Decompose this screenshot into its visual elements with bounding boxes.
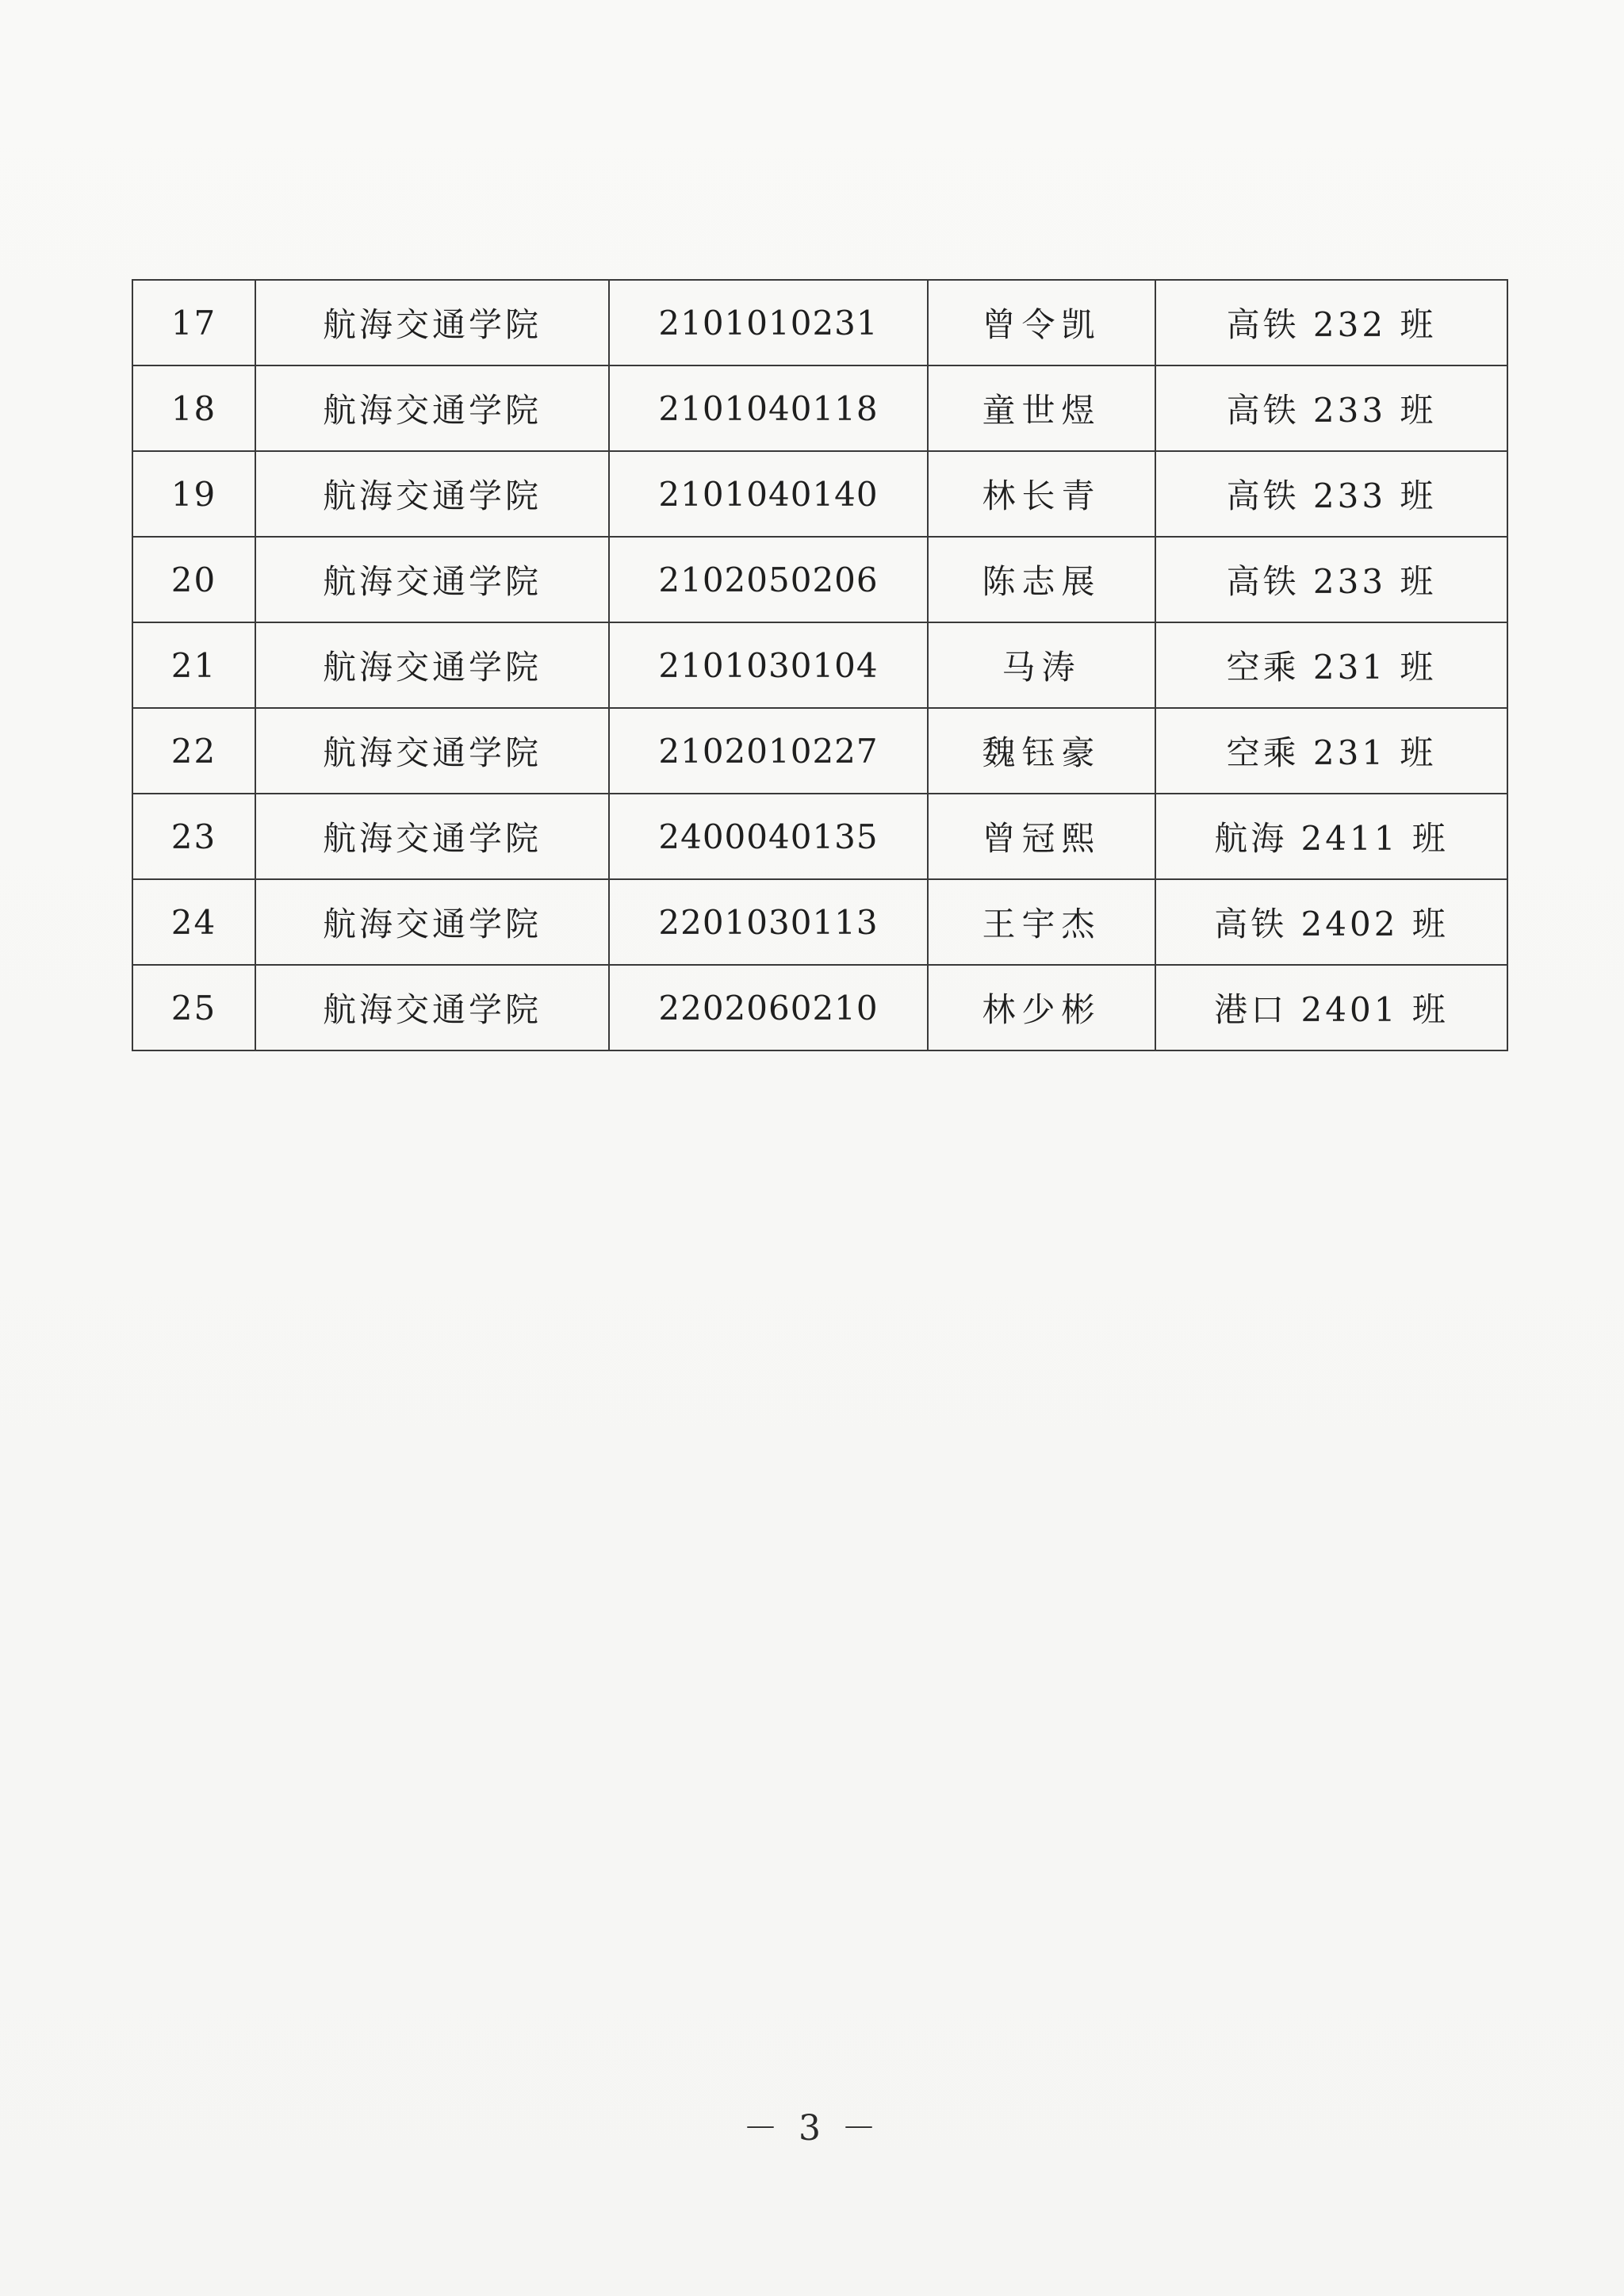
student-name-cell: 王宇杰 [928,879,1155,965]
college-cell: 航海交通学院 [255,280,609,365]
table-row [132,622,1507,708]
college-cell: 航海交通学院 [255,365,609,451]
table-row [132,708,1507,794]
college-cell: 航海交通学院 [255,794,609,879]
student-id-cell: 2101040140 [609,451,928,537]
student-id-cell: 2102050206 [609,537,928,622]
college-cell: 航海交通学院 [255,879,609,965]
row-index: 23 [132,794,255,879]
table-row [132,365,1507,451]
row-index: 25 [132,965,255,1050]
class-cell: 高铁 2402 班 [1155,879,1507,965]
table-row [132,280,1507,365]
student-id-cell: 2400040135 [609,794,928,879]
student-roster-table [132,279,1508,1051]
student-name-cell: 曾令凯 [928,280,1155,365]
row-index: 21 [132,622,255,708]
row-index: 24 [132,879,255,965]
student-name-cell: 童世煜 [928,365,1155,451]
student-name-cell: 陈志展 [928,537,1155,622]
table-row [132,879,1507,965]
row-index: 20 [132,537,255,622]
college-cell: 航海交通学院 [255,622,609,708]
class-cell: 高铁 233 班 [1155,537,1507,622]
student-name-cell: 林长青 [928,451,1155,537]
student-id-cell: 2101010231 [609,280,928,365]
student-name-cell: 魏钰豪 [928,708,1155,794]
college-cell: 航海交通学院 [255,537,609,622]
table-row [132,537,1507,622]
class-cell: 高铁 233 班 [1155,451,1507,537]
table-row [132,965,1507,1050]
student-name-cell: 曾冠熙 [928,794,1155,879]
student-name-cell: 马涛 [928,622,1155,708]
page-number: － 3 － [743,2108,881,2149]
class-cell: 空乘 231 班 [1155,622,1507,708]
college-cell: 航海交通学院 [255,708,609,794]
class-cell: 航海 2411 班 [1155,794,1507,879]
row-index: 22 [132,708,255,794]
row-index: 18 [132,365,255,451]
student-id-cell: 2101030104 [609,622,928,708]
class-cell: 高铁 233 班 [1155,365,1507,451]
class-cell: 港口 2401 班 [1155,965,1507,1050]
row-index: 19 [132,451,255,537]
student-id-cell: 2201030113 [609,879,928,965]
row-index: 17 [132,280,255,365]
student-id-cell: 2202060210 [609,965,928,1050]
student-id-cell: 2101040118 [609,365,928,451]
college-cell: 航海交通学院 [255,451,609,537]
table-row [132,451,1507,537]
class-cell: 空乘 231 班 [1155,708,1507,794]
student-id-cell: 2102010227 [609,708,928,794]
class-cell: 高铁 232 班 [1155,280,1507,365]
student-name-cell: 林少彬 [928,965,1155,1050]
college-cell: 航海交通学院 [255,965,609,1050]
table-row [132,794,1507,879]
